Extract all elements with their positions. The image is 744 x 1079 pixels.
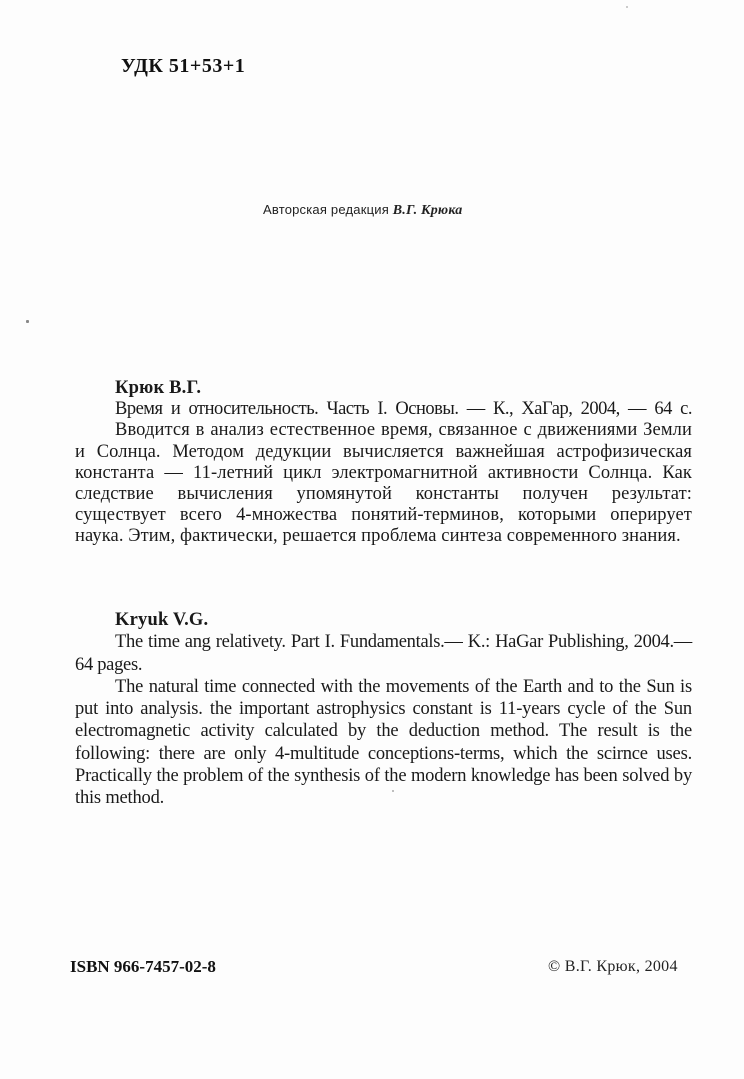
abstract-ru: Вводится в анализ естественное время, связанное с движениями Земли и Солнца. Методом дедукции вычисляется важнейшая астрофизическая константа — 11-летний цикл электромагнитной активности Солнца. Как следствие вычисления упомянутой константы получен результат: существует всего 4-множества понятий-терминов, которыми оперирует наука. Этим, фактически, решается проблема синтеза современного знания. — [75, 420, 692, 547]
scan-speck — [626, 6, 628, 8]
editor-credit-name: В.Г. Крюка — [392, 203, 463, 218]
scan-speck — [26, 320, 29, 323]
copyright-notice: © В.Г. Крюк, 2004 — [548, 958, 678, 975]
udk-code: УДК 51+53+1 — [121, 55, 246, 77]
isbn-number: ISBN 966-7457-02-8 — [70, 957, 216, 976]
editor-credit-prefix: Авторская редакция — [263, 202, 389, 217]
english-bibliographic-entry — [75, 609, 692, 810]
russian-bibliographic-entry — [75, 378, 692, 548]
author-name-ru: Крюк В.Г. — [115, 378, 202, 398]
author-name-en: Kryuk V.G. — [115, 610, 209, 630]
abstract-en: The natural time connected with the movements of the Earth and to the Sun is put into analysis. the important astrophysics constant is 11-years cycle of the Sun electromagnetic activity calculated by the deduction method. The result is the following: there are only 4-multitude conceptions-terms, which the scirnce uses. Practically the problem of the synthesis of the modern knowledge has been solved by this method. — [75, 676, 692, 809]
title-line-en: The time ang relativety. Part I. Fundamentals.— K.: HaGar Publishing, 2004.— 64 pages. — [75, 632, 692, 675]
editor-credit — [263, 202, 462, 219]
title-line-ru: Время и относительность. Часть I. Основы. — К., ХаГар, 2004, — 64 с. — [115, 399, 692, 420]
scan-speck — [392, 790, 394, 792]
